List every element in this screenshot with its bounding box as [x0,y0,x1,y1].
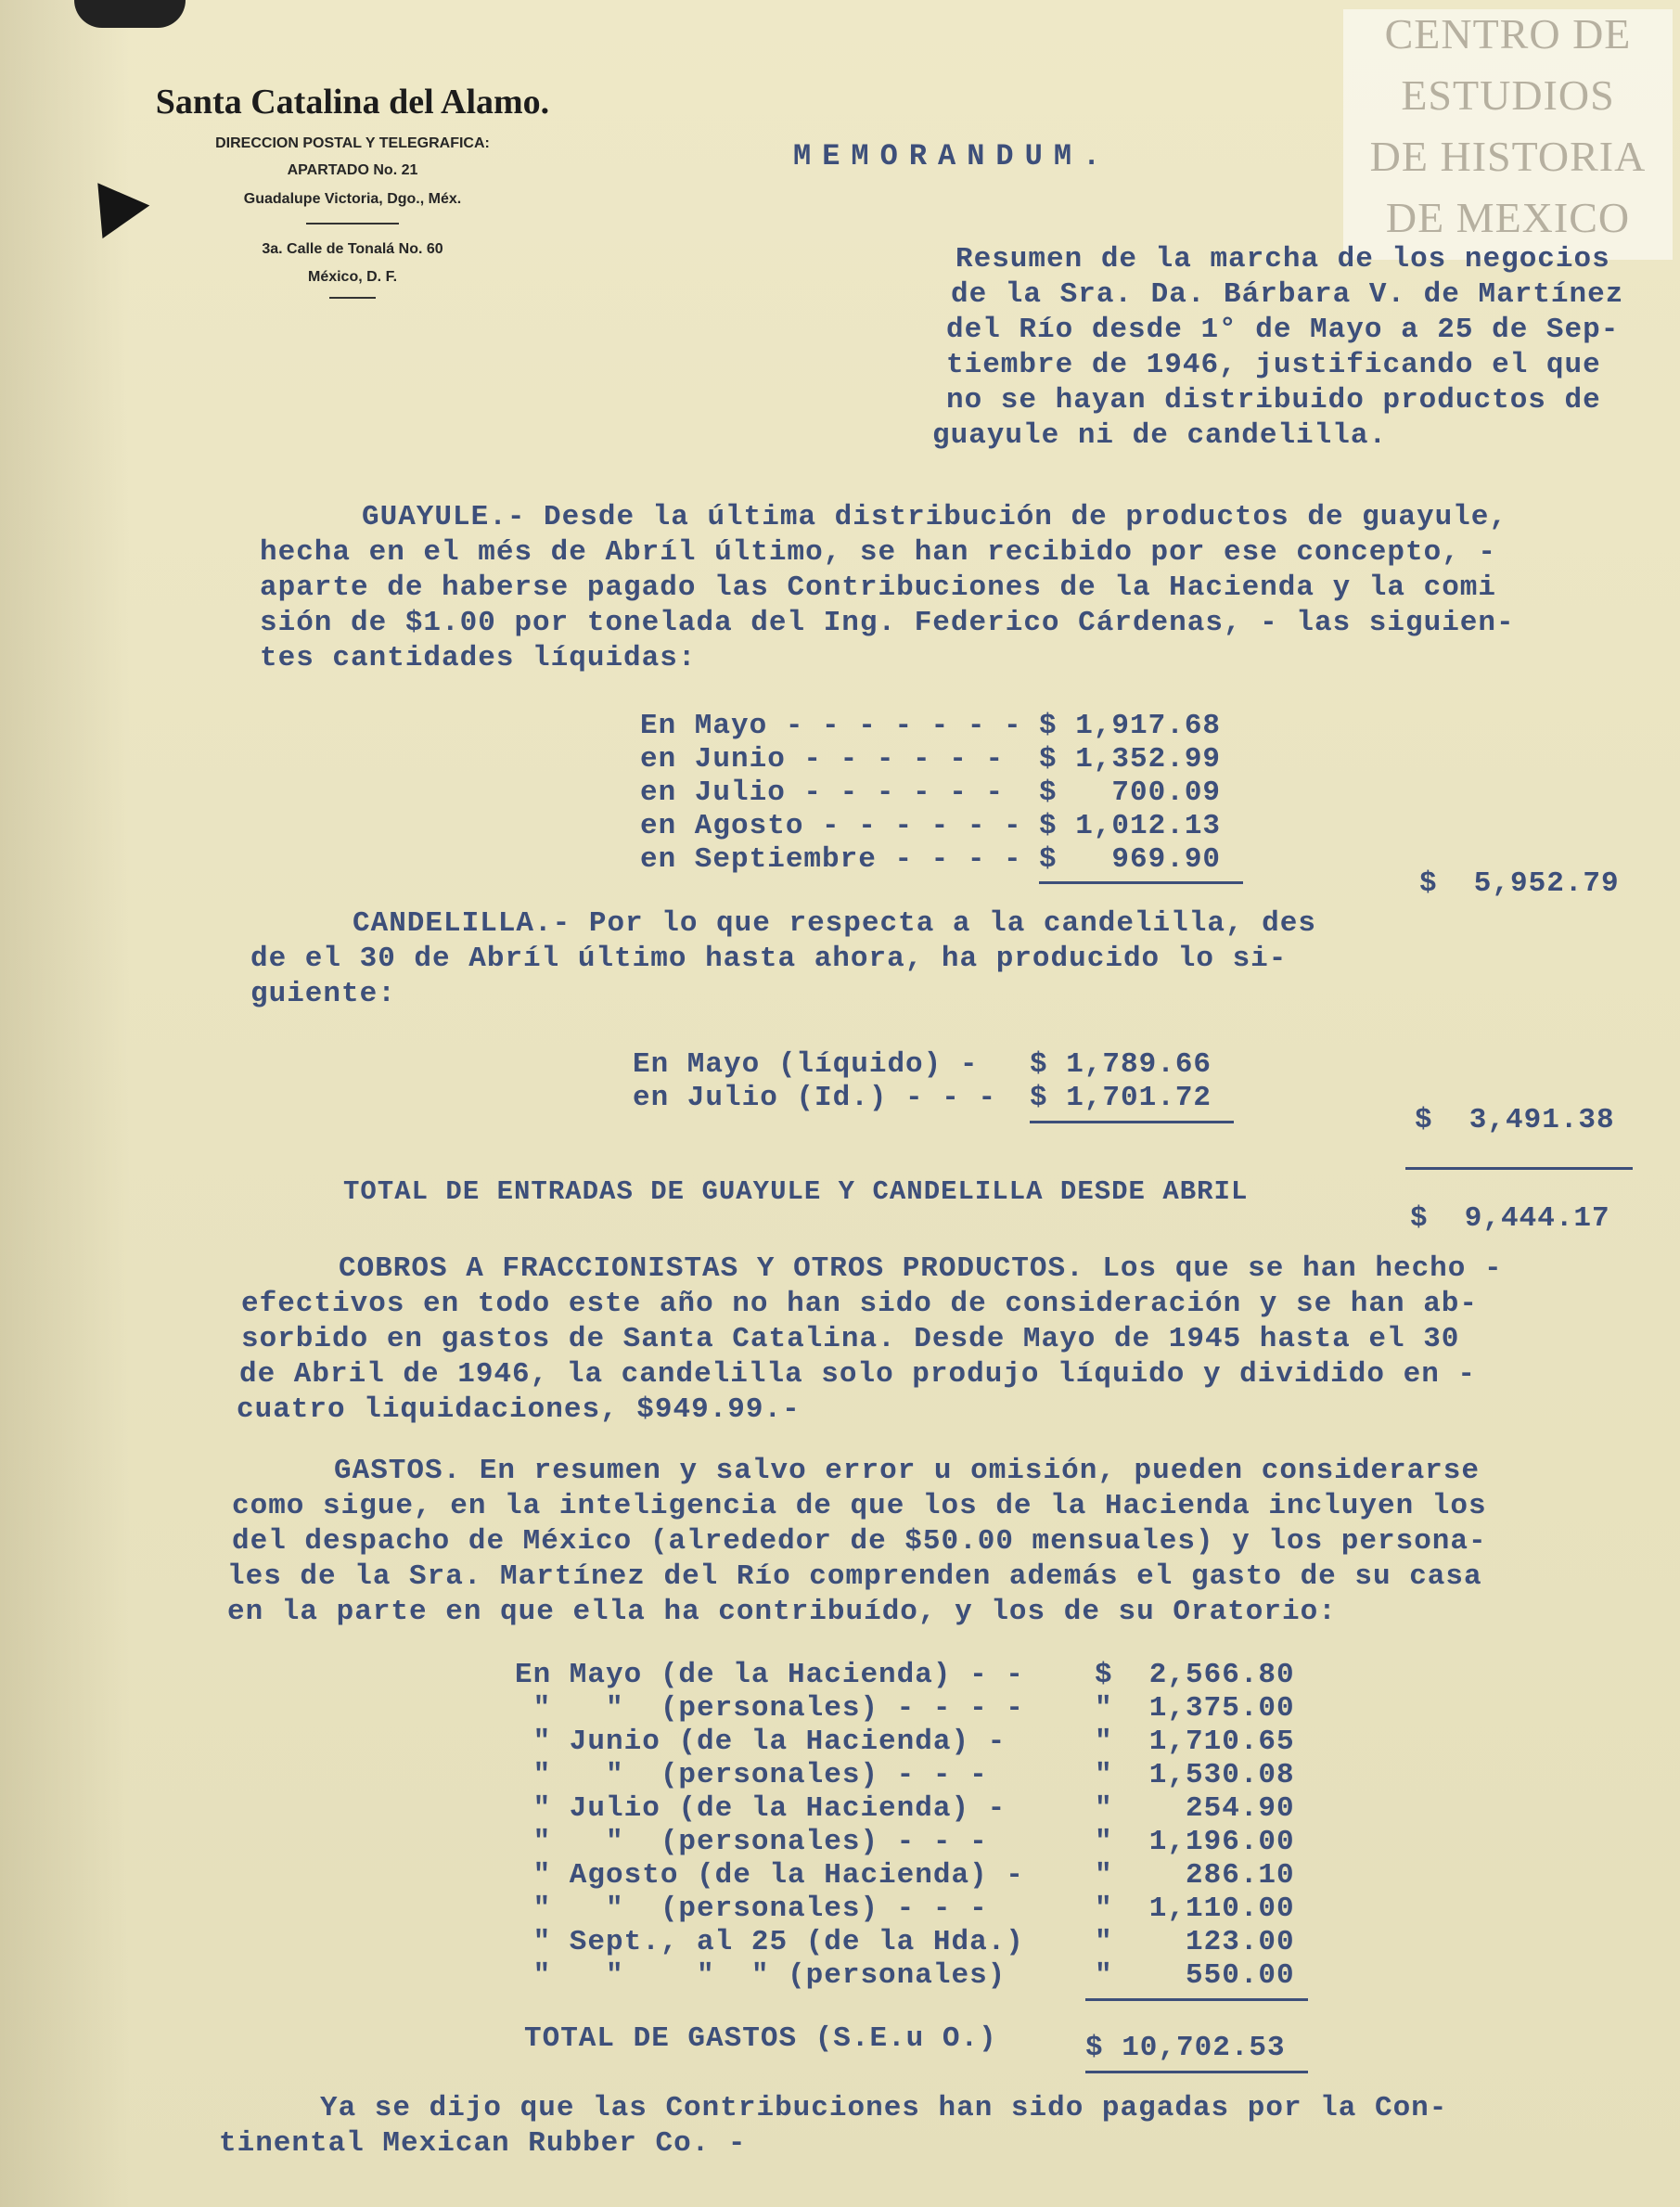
guayule-paragraph-line: aparte de haberse pagado las Contribuciones de la Hacienda y la comi [260,571,1497,604]
gastos-row-amount: " 123.00 [1095,1926,1295,1958]
gastos-row-label: " Sept., al 25 (de la Hda.) [515,1926,1024,1958]
guayule-total: $ 5,952.79 [1419,867,1620,900]
guayule-subtotal-rule [1039,881,1243,884]
gastos-paragraph-line: les de la Sra. Martínez del Río comprenden además el gasto de su casa [227,1560,1482,1593]
grand-total-label: TOTAL DE ENTRADAS DE GUAYULE Y CANDELILLA DESDE ABRIL [343,1176,1249,1207]
gastos-subtotal-rule [1085,1998,1308,2001]
letterhead-line: 3a. Calle de Tonalá No. 60 [262,241,443,257]
candelilla-paragraph-line: CANDELILLA.- Por lo que respecta a la candelilla, des [353,907,1316,940]
cobros-line: de Abril de 1946, la candelilla solo produjo líquido y dividido en - [239,1358,1477,1391]
guayule-row-amount: $ 969.90 [1039,843,1222,876]
gastos-total-amount: $ 10,702.53 [1085,2032,1286,2064]
candelilla-row-amount: $ 1,701.72 [1030,1082,1212,1114]
summary-line: no se hayan distribuido productos de [946,384,1601,417]
candelilla-paragraph-line: guiente: [250,978,396,1010]
gastos-row-amount: " 1,375.00 [1095,1692,1295,1725]
company-name: Santa Catalina del Alamo. [155,83,550,122]
gastos-row-amount: " 550.00 [1095,1959,1295,1992]
closing-line: tinental Mexican Rubber Co. - [219,2127,747,2160]
gastos-total-rule [1085,2071,1308,2073]
candelilla-total: $ 3,491.38 [1415,1104,1615,1136]
memo-title: MEMORANDUM. [793,139,1112,173]
gastos-row-label: " Julio (de la Hacienda) - [515,1792,1007,1825]
gastos-row-label: " Agosto (de la Hacienda) - [515,1859,1024,1892]
guayule-row-label: en Junio - - - - - - [640,743,1005,776]
gastos-paragraph-line: del despacho de México (alrededor de $50.00 mensuales) y los persona- [232,1525,1487,1558]
letterhead-divider [329,297,376,299]
candelilla-row-amount: $ 1,789.66 [1030,1048,1212,1081]
cobros-line: sorbido en gastos de Santa Catalina. Desde Mayo de 1945 hasta el 30 [241,1323,1460,1355]
gastos-row-amount: " 286.10 [1095,1859,1295,1892]
summary-line: guayule ni de candelilla. [932,419,1388,452]
gastos-row-label: " " (personales) - - - [515,1826,988,1858]
guayule-row-label: en Septiembre - - - - [640,843,1022,876]
guayule-paragraph-line: GUAYULE.- Desde la última distribución de productos de guayule, [362,501,1507,533]
gastos-row-amount: " 1,710.65 [1095,1726,1295,1758]
stamp-line: CENTRO DE [1384,10,1632,58]
archive-stamp [1343,9,1673,260]
gastos-row-label: En Mayo (de la Hacienda) - - [515,1659,1024,1691]
guayule-row-amount: $ 1,012.13 [1039,810,1222,842]
guayule-row-label: en Agosto - - - - - - [640,810,1022,842]
gastos-row-amount: " 254.90 [1095,1792,1295,1825]
letterhead-line: DIRECCION POSTAL Y TELEGRAFICA: [215,135,490,151]
candelilla-subtotal-rule [1030,1121,1234,1123]
letterhead-line: APARTADO No. 21 [287,162,418,178]
cobros-line: efectivos en todo este año no han sido de consideración y se han ab- [241,1288,1479,1320]
candelilla-row-label: en Julio (Id.) - - - [633,1082,997,1114]
gastos-row-amount: " 1,530.08 [1095,1759,1295,1791]
summary-line: de la Sra. Da. Bárbara V. de Martínez [951,278,1624,311]
gastos-total-label: TOTAL DE GASTOS (S.E.u O.) [524,2022,997,2055]
gastos-row-label: " " (personales) - - - [515,1759,988,1791]
letterhead-divider [306,223,399,225]
cobros-line: cuatro liquidaciones, $949.99.- [237,1393,801,1426]
guayule-paragraph-line: sión de $1.00 por tonelada del Ing. Federico Cárdenas, - las siguien- [260,607,1515,639]
summary-line: del Río desde 1° de Mayo a 25 de Sep- [946,314,1620,346]
gastos-row-amount: " 1,196.00 [1095,1826,1295,1858]
guayule-paragraph-line: hecha en el més de Abríl último, se han recibido por ese concepto, - [260,536,1497,569]
candelilla-paragraph-line: de el 30 de Abríl último hasta ahora, ha producido lo si- [250,943,1288,975]
gastos-row-amount: $ 2,566.80 [1095,1659,1295,1691]
gastos-paragraph-line: en la parte en que ella ha contribuído, y los de su Oratorio: [227,1596,1337,1628]
guayule-paragraph-line: tes cantidades líquidas: [260,642,697,674]
letterhead-line: México, D. F. [307,269,398,285]
grand-total-rule [1405,1167,1633,1170]
candelilla-row-label: En Mayo (líquido) - [633,1048,979,1081]
guayule-row-label: en Julio - - - - - - [640,776,1005,809]
cobros-line: COBROS A FRACCIONISTAS Y OTROS PRODUCTOS. Los que se han hecho - [339,1252,1503,1285]
stamp-line: DE HISTORIA [1369,133,1647,180]
gastos-row-label: " " (personales) - - - - [515,1692,1024,1725]
gastos-row-amount: " 1,110.00 [1095,1893,1295,1925]
stamp-line: ESTUDIOS [1401,71,1615,119]
gastos-row-label: " " (personales) - - - [515,1893,988,1925]
letterhead-line: Guadalupe Victoria, Dgo., Méx. [243,191,462,207]
closing-line: Ya se dijo que las Contribuciones han sido pagadas por la Con- [320,2092,1448,2124]
gastos-row-label: " Junio (de la Hacienda) - [515,1726,1007,1758]
gastos-paragraph-line: GASTOS. En resumen y salvo error u omisión, pueden considerarse [334,1455,1480,1487]
stamp-line: DE MEXICO [1385,194,1631,241]
gastos-row-label: " " " " (personales) [515,1959,1007,1992]
gastos-paragraph-line: como sigue, en la inteligencia de que los de la Hacienda incluyen los [232,1490,1487,1522]
grand-total-amount: $ 9,444.17 [1410,1202,1610,1235]
summary-line: Resumen de la marcha de los negocios [955,243,1610,276]
guayule-row-amount: $ 700.09 [1039,776,1222,809]
ink-stain [74,0,186,28]
guayule-row-amount: $ 1,352.99 [1039,743,1222,776]
summary-line: tiembre de 1946, justificando el que [946,349,1601,381]
guayule-row-amount: $ 1,917.68 [1039,710,1222,742]
guayule-row-label: En Mayo - - - - - - - [640,710,1022,742]
